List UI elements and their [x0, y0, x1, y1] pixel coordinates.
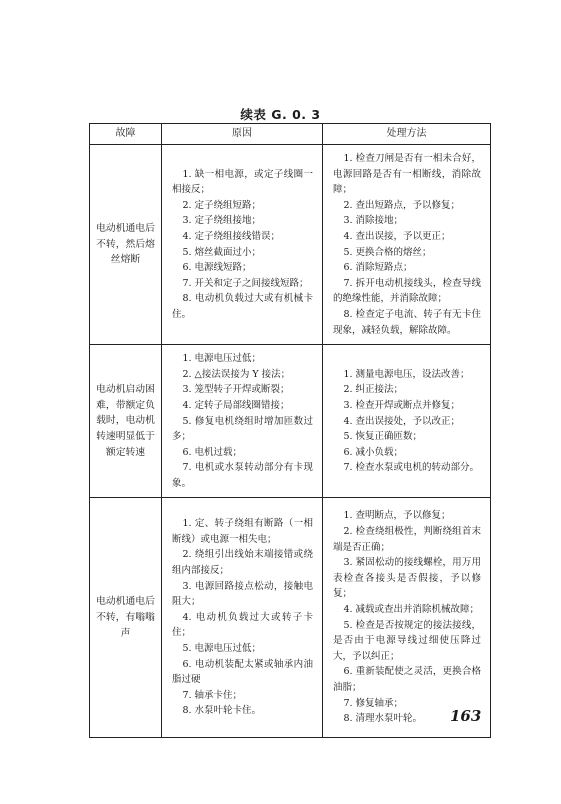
remedy-item: 1. 检查刀闸是否有一相未合好，电源回路是否有一相断线，消除故障；	[333, 153, 481, 196]
remedy-item: 1. 测量电源电压，设法改善；	[343, 368, 470, 380]
cause-item: 4. 定子绕组接线错误；	[182, 230, 281, 242]
remedy-item: 5. 恢复正确匝数；	[343, 431, 423, 443]
table-header-row	[90, 124, 491, 145]
remedy-item: 1. 查明断点，予以修复；	[343, 510, 451, 522]
fault-cell: 电动机启动困难，带额定负载时，电动机转速明显低于额定转速	[90, 345, 162, 498]
remedy-item: 2. 检查绕组极性，判断绕组首末端是否正确；	[333, 526, 481, 553]
cause-item: 2. △接法误接为 Y 接法；	[182, 368, 291, 380]
header-remedy: 处理方法	[323, 124, 491, 145]
cause-item: 7. 轴承卡住；	[182, 689, 243, 701]
remedy-item: 2. 查出短路点，予以修复；	[343, 199, 461, 211]
cause-item: 4. 定转子局部线圈错接；	[182, 399, 290, 411]
cause-item: 2. 绕组引出线始末端接错或绕组内部接反；	[172, 549, 313, 577]
cause-cell	[162, 145, 323, 345]
fault-cell: 电动机通电后不转，有嗡嗡声	[90, 498, 162, 737]
cause-cell	[162, 345, 323, 498]
cause-cell	[162, 498, 323, 737]
cause-item: 3. 定子绕组接地；	[182, 215, 262, 227]
table-caption: 续表 G. 0. 3	[240, 107, 321, 122]
cause-item: 7. 开关和定子之间接线短路；	[182, 277, 309, 289]
remedy-cell	[323, 345, 491, 498]
cause-item: 5. 熔丝截面过小；	[182, 246, 262, 258]
cause-item: 6. 电机过载；	[182, 446, 243, 458]
remedy-item: 3. 检查开焊或断点并修复；	[343, 399, 461, 411]
remedy-item: 6. 重新装配使之灵活，更换合格油脂；	[333, 666, 481, 693]
header-fault: 故障	[90, 124, 162, 145]
table-row	[90, 498, 491, 737]
table-row	[90, 345, 491, 498]
remedy-item: 7. 拆开电动机接线头，检查导线的绝缘性能，并消除故障；	[333, 277, 481, 305]
remedy-item: 8. 清理水泵叶轮。	[343, 713, 423, 725]
cause-item: 3. 笼型转子开焊或断裂；	[182, 384, 290, 396]
remedy-item: 4. 查出误接处，予以改正；	[343, 415, 461, 427]
remedy-item: 7. 修复轴承；	[343, 697, 404, 709]
table-row	[90, 145, 491, 345]
page-number: 163	[450, 707, 482, 725]
cause-item: 6. 电源线短路；	[182, 262, 252, 274]
cause-item: 1. 电源电压过低；	[182, 353, 262, 365]
remedy-item: 4. 查出误接，予以更正；	[343, 230, 451, 242]
remedy-item: 3. 消除接地；	[343, 215, 404, 227]
cause-item: 7. 电机或水泵转动部分有卡现象。	[172, 462, 313, 489]
cause-item: 1. 缺一相电源，或定子线圈一相接反；	[172, 168, 313, 196]
remedy-item: 6. 减小负载；	[343, 446, 404, 458]
cause-item: 5. 修复电机绕组时增加匝数过多；	[172, 415, 313, 443]
remedy-item: 6. 消除短路点；	[343, 262, 413, 274]
cause-item: 1. 定、转子绕组有断路（一相断线）或电源一相失电；	[172, 518, 313, 545]
fault-table	[89, 123, 491, 738]
remedy-item: 4. 减载或查出并消除机械故障；	[343, 604, 480, 616]
cause-item: 2. 定子绕组短路；	[182, 199, 262, 211]
cause-item: 5. 电源电压过低；	[182, 643, 262, 655]
header-cause: 原因	[162, 124, 323, 145]
cause-item: 8. 电动机负载过大或有机械卡住。	[172, 293, 313, 320]
cause-item: 6. 电动机装配太紧或轴承内油脂过硬	[172, 658, 313, 686]
remedy-cell	[323, 145, 491, 345]
remedy-item: 3. 紧固松动的接线螺栓，用万用表检查各接头是否假接，予以修复；	[333, 557, 481, 600]
cause-item: 4. 电动机负载过大或转子卡住；	[172, 611, 313, 639]
remedy-cell	[323, 498, 491, 737]
remedy-item: 8. 检查定子电流、转子有无卡住现象，减轻负载，解除故障。	[333, 308, 481, 336]
remedy-item: 7. 检查水泵或电机的转动部分。	[343, 462, 480, 474]
remedy-item: 2. 纠正接法；	[343, 384, 404, 396]
fault-cell: 电动机通电后不转，然后熔丝熔断	[90, 145, 162, 345]
cause-item: 3. 电源回路接点松动，接触电阻大；	[172, 580, 313, 608]
remedy-item: 5. 检查是否按规定的接法接线，是否由于电源导线过细使压降过大，予以纠正；	[333, 619, 481, 662]
cause-item: 8. 水泵叶轮卡住。	[182, 705, 262, 717]
remedy-item: 5. 更换合格的熔丝；	[343, 246, 432, 258]
